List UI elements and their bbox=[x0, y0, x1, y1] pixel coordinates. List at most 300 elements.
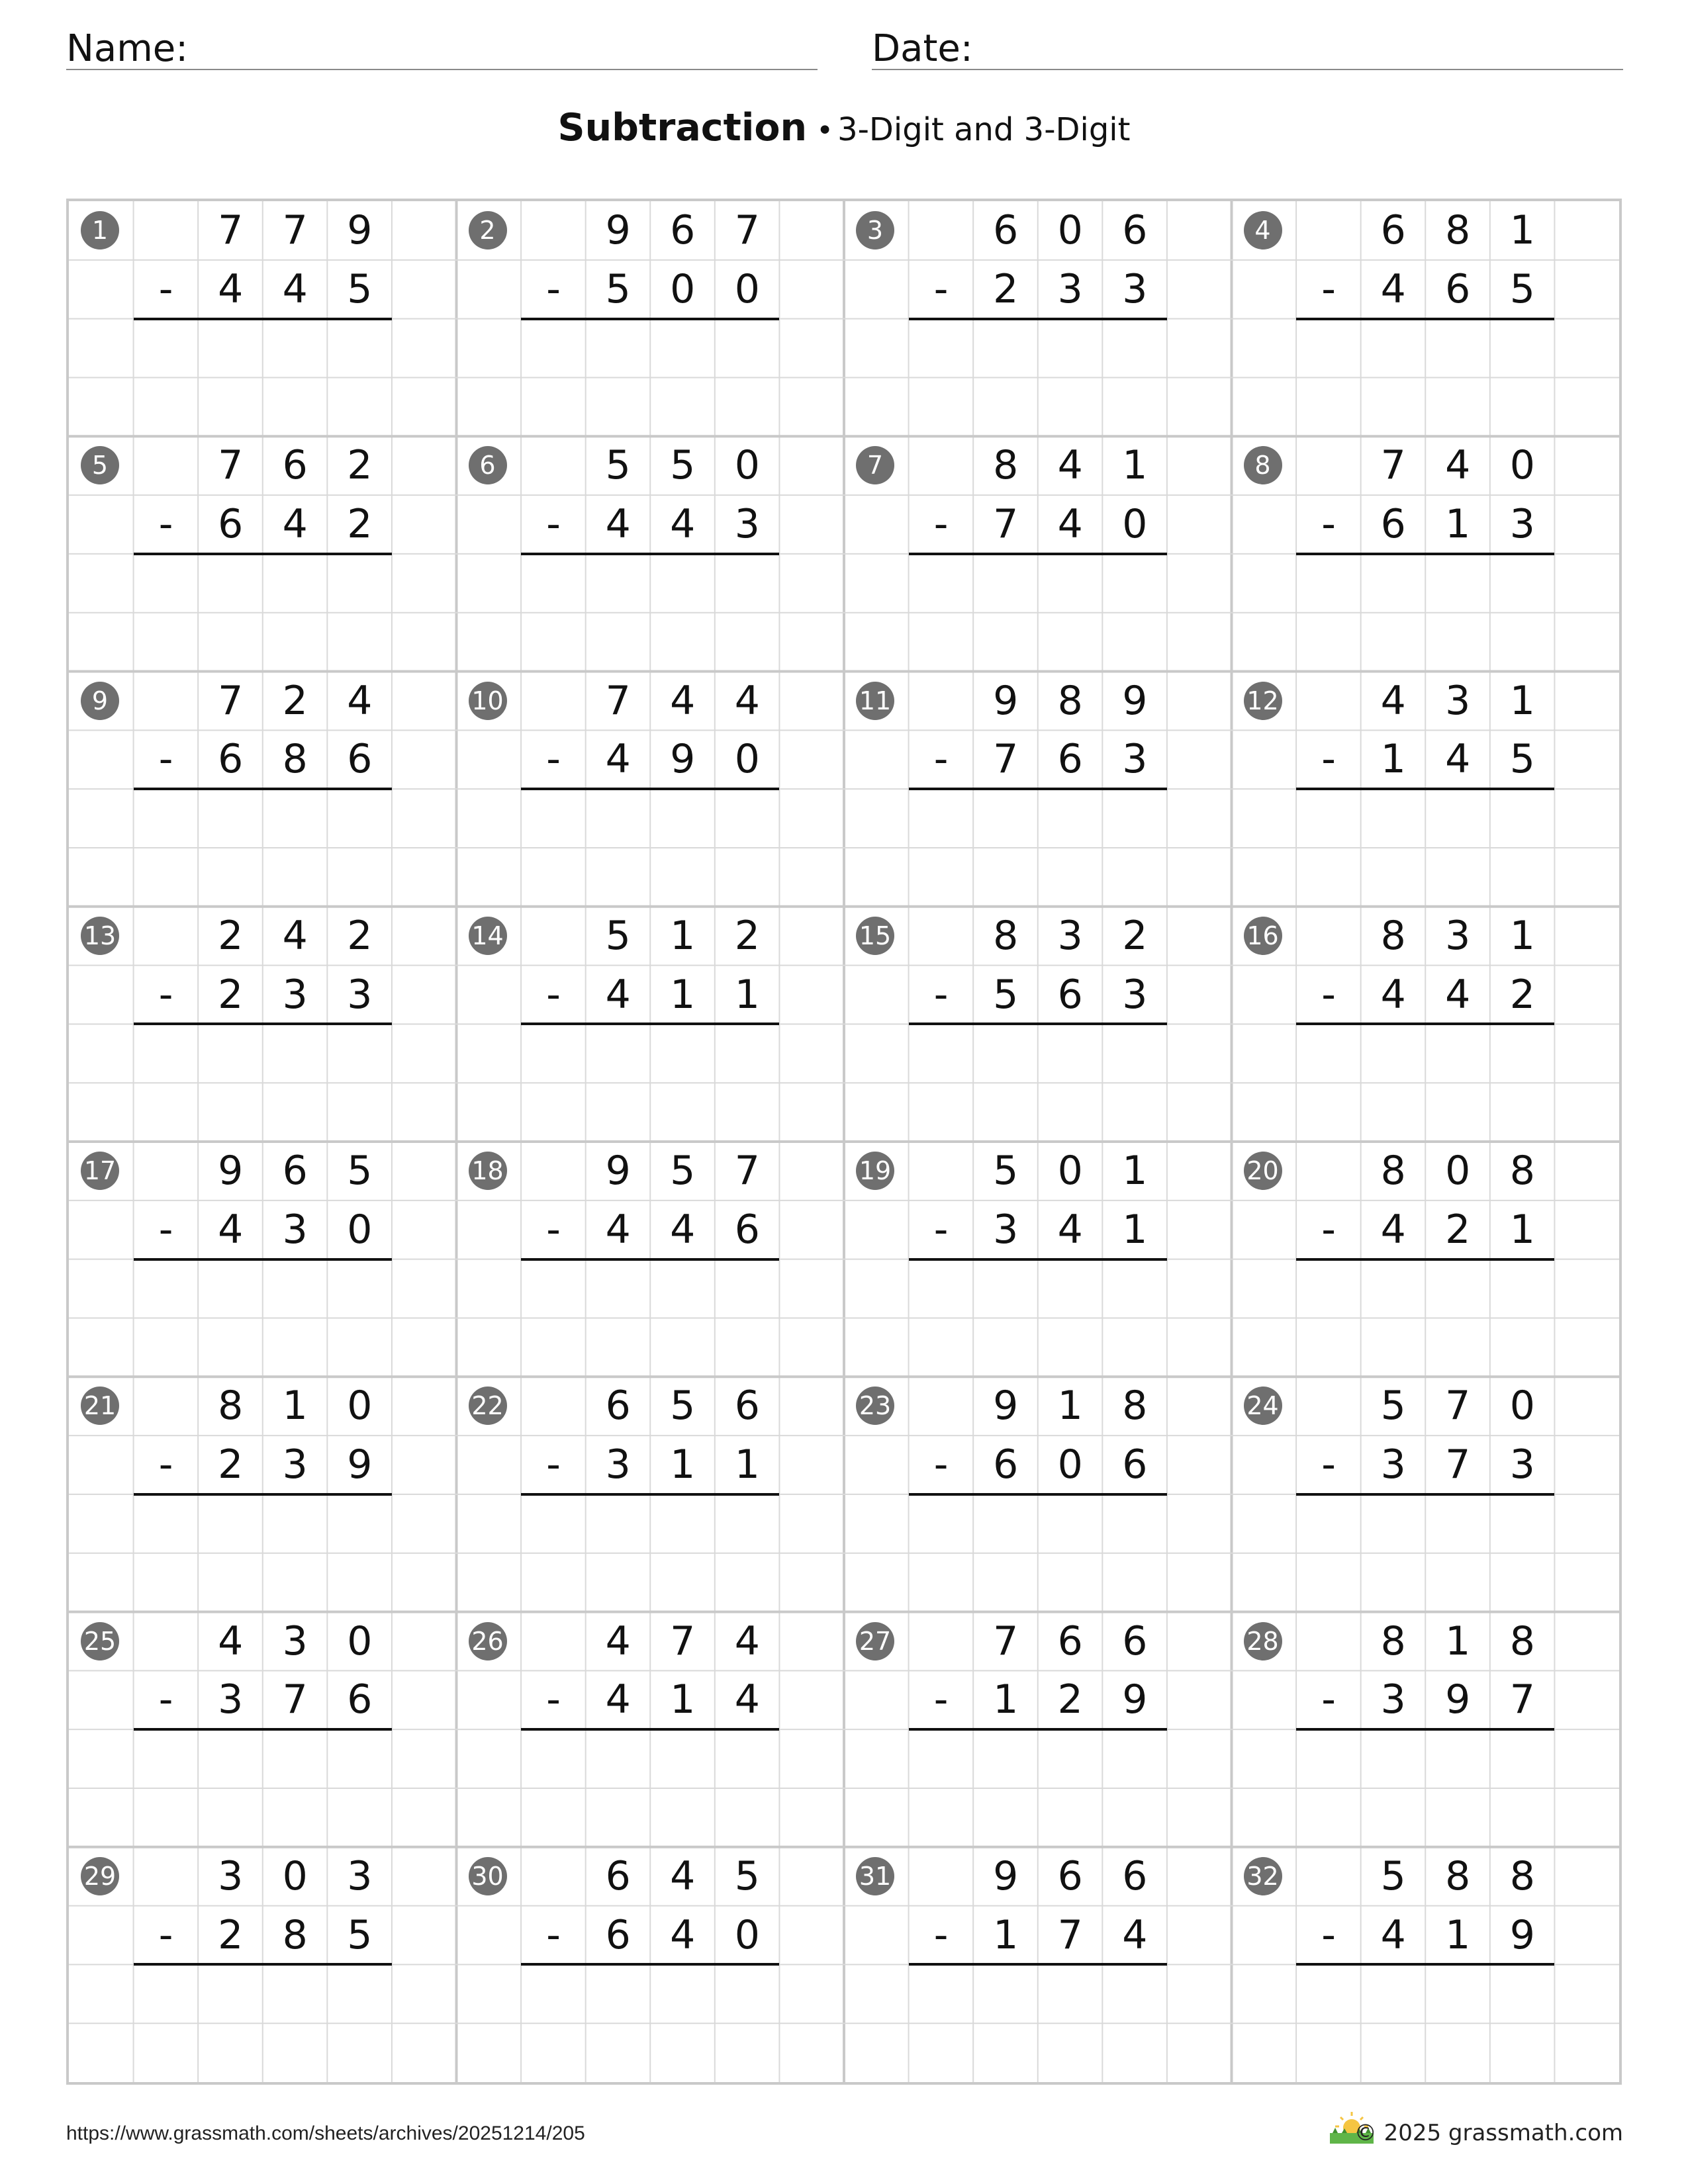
problem-27 bbox=[844, 1612, 1233, 1848]
minus-sign: - bbox=[933, 971, 949, 1018]
subtrahend-digit: 2 bbox=[993, 265, 1019, 312]
minuend-digit: 6 bbox=[605, 1383, 631, 1430]
minus-sign: - bbox=[158, 265, 173, 312]
problem-number-badge: 17 bbox=[81, 1152, 119, 1190]
minuend-digit: 0 bbox=[1445, 1148, 1471, 1194]
subtrahend-digit: 3 bbox=[282, 1206, 308, 1253]
subtrahend-digit: 4 bbox=[1057, 501, 1083, 548]
subtrahend-digit: 3 bbox=[218, 1676, 244, 1723]
minus-sign: - bbox=[546, 501, 561, 548]
minus-sign: - bbox=[1321, 736, 1336, 783]
subtrahend-digit: 3 bbox=[1380, 1441, 1406, 1488]
minuend-digit: 6 bbox=[1057, 1617, 1083, 1664]
minuend-digit: 2 bbox=[218, 912, 244, 959]
minuend-digit: 8 bbox=[1445, 1852, 1471, 1899]
minuend-digit: 3 bbox=[282, 1617, 308, 1664]
answer-area[interactable] bbox=[1296, 789, 1554, 907]
problem-14 bbox=[457, 907, 846, 1142]
subtrahend-digit: 5 bbox=[1509, 265, 1535, 312]
minuend-digit: 3 bbox=[1445, 677, 1471, 724]
minus-sign: - bbox=[546, 1676, 561, 1723]
minuend-digit: 5 bbox=[734, 1852, 760, 1899]
minuend-digit: 5 bbox=[670, 442, 696, 489]
minus-sign: - bbox=[158, 971, 173, 1018]
subtrahend-digit: 1 bbox=[993, 1676, 1019, 1723]
minuend-digit: 0 bbox=[734, 442, 760, 489]
minuend-digit: 4 bbox=[734, 1617, 760, 1664]
minuend-digit: 1 bbox=[1122, 442, 1148, 489]
problem-23 bbox=[844, 1377, 1233, 1612]
subtrahend-digit: 0 bbox=[734, 265, 760, 312]
problem-number-badge: 18 bbox=[469, 1152, 507, 1190]
problem-19 bbox=[844, 1142, 1233, 1377]
date-label: Date: bbox=[872, 27, 973, 70]
subtrahend-digit: 0 bbox=[734, 736, 760, 783]
minuend-digit: 8 bbox=[993, 912, 1019, 959]
minus-sign: - bbox=[546, 1911, 561, 1958]
answer-area[interactable] bbox=[134, 1259, 392, 1377]
answer-area[interactable] bbox=[134, 789, 392, 907]
answer-area[interactable] bbox=[134, 1024, 392, 1142]
subtrahend-digit: 3 bbox=[734, 501, 760, 548]
minus-sign: - bbox=[933, 501, 949, 548]
problem-26 bbox=[457, 1612, 846, 1848]
minuend-digit: 1 bbox=[1057, 1383, 1083, 1430]
subtrahend-digit: 9 bbox=[1122, 1676, 1148, 1723]
subtrahend-digit: 0 bbox=[734, 1911, 760, 1958]
subtrahend-digit: 6 bbox=[218, 736, 244, 783]
minuend-digit: 5 bbox=[605, 912, 631, 959]
answer-area[interactable] bbox=[1296, 1024, 1554, 1142]
answer-area[interactable] bbox=[1296, 554, 1554, 672]
subtrahend-digit: 1 bbox=[670, 1441, 696, 1488]
minus-sign: - bbox=[933, 736, 949, 783]
minuend-digit: 7 bbox=[218, 677, 244, 724]
subtrahend-digit: 4 bbox=[1380, 1911, 1406, 1958]
problem-number-badge: 2 bbox=[469, 211, 507, 250]
problem-number-badge: 8 bbox=[1244, 446, 1282, 484]
minuend-digit: 5 bbox=[993, 1148, 1019, 1194]
minuend-digit: 3 bbox=[218, 1852, 244, 1899]
answer-area[interactable] bbox=[134, 1729, 392, 1847]
minuend-digit: 2 bbox=[734, 912, 760, 959]
answer-area[interactable] bbox=[521, 1259, 779, 1377]
subtrahend-digit: 4 bbox=[670, 1911, 696, 1958]
problem-12 bbox=[1232, 672, 1621, 907]
problem-number-badge: 6 bbox=[469, 446, 507, 484]
subtrahend-digit: 4 bbox=[1445, 971, 1471, 1018]
subtrahend-digit: 8 bbox=[282, 1911, 308, 1958]
subtrahend-digit: 4 bbox=[605, 736, 631, 783]
minuend-digit: 1 bbox=[1445, 1617, 1471, 1664]
problem-31 bbox=[844, 1847, 1233, 2083]
minus-sign: - bbox=[546, 971, 561, 1018]
subtrahend-digit: 6 bbox=[218, 501, 244, 548]
minuend-digit: 8 bbox=[1057, 677, 1083, 724]
minuend-digit: 9 bbox=[347, 207, 373, 253]
problem-16 bbox=[1232, 907, 1621, 1142]
subtrahend-digit: 5 bbox=[347, 265, 373, 312]
problem-11 bbox=[844, 672, 1233, 907]
problem-3 bbox=[844, 201, 1233, 437]
problem-9 bbox=[69, 672, 458, 907]
subtrahend-digit: 7 bbox=[282, 1676, 308, 1723]
minus-sign: - bbox=[546, 265, 561, 312]
minuend-digit: 5 bbox=[1380, 1383, 1406, 1430]
name-field[interactable] bbox=[66, 20, 818, 70]
problem-10 bbox=[457, 672, 846, 907]
name-label: Name: bbox=[66, 27, 189, 70]
minuend-digit: 0 bbox=[282, 1852, 308, 1899]
answer-area[interactable] bbox=[909, 789, 1167, 907]
minuend-digit: 8 bbox=[1380, 912, 1406, 959]
minuend-digit: 8 bbox=[1380, 1617, 1406, 1664]
problem-24 bbox=[1232, 1377, 1621, 1612]
footer-url[interactable]: https://www.grassmath.com/sheets/archives/20251214/205 bbox=[66, 2122, 585, 2144]
minuend-digit: 5 bbox=[670, 1383, 696, 1430]
answer-area[interactable] bbox=[1296, 1259, 1554, 1377]
problem-4 bbox=[1232, 201, 1621, 437]
minuend-digit: 4 bbox=[347, 677, 373, 724]
subtrahend-digit: 4 bbox=[1122, 1911, 1148, 1958]
answer-area[interactable] bbox=[909, 1494, 1167, 1612]
minus-sign: - bbox=[158, 1206, 173, 1253]
subtrahend-digit: 6 bbox=[1380, 501, 1406, 548]
minuend-digit: 4 bbox=[282, 912, 308, 959]
problem-number-badge: 20 bbox=[1244, 1152, 1282, 1190]
problem-number-badge: 23 bbox=[856, 1387, 894, 1425]
minuend-digit: 6 bbox=[670, 207, 696, 253]
minuend-digit: 0 bbox=[347, 1617, 373, 1664]
minuend-digit: 5 bbox=[670, 1148, 696, 1194]
subtrahend-digit: 4 bbox=[670, 1206, 696, 1253]
minuend-digit: 0 bbox=[1509, 1383, 1535, 1430]
minus-sign: - bbox=[158, 1676, 173, 1723]
problem-number-badge: 12 bbox=[1244, 682, 1282, 720]
subtrahend-digit: 5 bbox=[605, 265, 631, 312]
problem-number-badge: 1 bbox=[81, 211, 119, 250]
problem-number-badge: 28 bbox=[1244, 1622, 1282, 1661]
minuend-digit: 0 bbox=[1057, 1148, 1083, 1194]
minuend-digit: 3 bbox=[347, 1852, 373, 1899]
minuend-digit: 7 bbox=[218, 442, 244, 489]
problem-number-badge: 16 bbox=[1244, 917, 1282, 955]
answer-area[interactable] bbox=[521, 1494, 779, 1612]
minus-sign: - bbox=[158, 736, 173, 783]
answer-area[interactable] bbox=[909, 554, 1167, 672]
subtrahend-digit: 4 bbox=[605, 971, 631, 1018]
minuend-digit: 5 bbox=[1380, 1852, 1406, 1899]
subtrahend-digit: 3 bbox=[1122, 265, 1148, 312]
subtrahend-digit: 9 bbox=[1509, 1911, 1535, 1958]
problem-number-badge: 3 bbox=[856, 211, 894, 250]
minuend-digit: 1 bbox=[1509, 207, 1535, 253]
minus-sign: - bbox=[933, 265, 949, 312]
problem-number-badge: 25 bbox=[81, 1622, 119, 1661]
subtrahend-digit: 3 bbox=[993, 1206, 1019, 1253]
subtrahend-digit: 4 bbox=[1380, 971, 1406, 1018]
subtrahend-digit: 6 bbox=[1445, 265, 1471, 312]
subtrahend-digit: 5 bbox=[347, 1911, 373, 1958]
problem-number-badge: 13 bbox=[81, 917, 119, 955]
minuend-digit: 8 bbox=[1509, 1148, 1535, 1194]
minus-sign: - bbox=[1321, 1206, 1336, 1253]
minus-sign: - bbox=[933, 1206, 949, 1253]
minuend-digit: 8 bbox=[218, 1383, 244, 1430]
problem-30 bbox=[457, 1847, 846, 2083]
answer-area[interactable] bbox=[134, 1494, 392, 1612]
minuend-digit: 3 bbox=[1445, 912, 1471, 959]
minuend-digit: 1 bbox=[1509, 912, 1535, 959]
minuend-digit: 1 bbox=[670, 912, 696, 959]
minuend-digit: 1 bbox=[282, 1383, 308, 1430]
subtrahend-digit: 3 bbox=[347, 971, 373, 1018]
answer-area[interactable] bbox=[909, 1259, 1167, 1377]
subtrahend-digit: 3 bbox=[1509, 501, 1535, 548]
minuend-digit: 7 bbox=[670, 1617, 696, 1664]
problem-17 bbox=[69, 1142, 458, 1377]
problem-number-badge: 4 bbox=[1244, 211, 1282, 250]
problem-22 bbox=[457, 1377, 846, 1612]
subtrahend-digit: 1 bbox=[1445, 1911, 1471, 1958]
problem-number-badge: 9 bbox=[81, 682, 119, 720]
minuend-digit: 7 bbox=[1380, 442, 1406, 489]
minuend-digit: 5 bbox=[347, 1148, 373, 1194]
subtrahend-digit: 1 bbox=[670, 971, 696, 1018]
minus-sign: - bbox=[546, 1441, 561, 1488]
subtrahend-digit: 9 bbox=[347, 1441, 373, 1488]
minus-sign: - bbox=[1321, 265, 1336, 312]
subtrahend-digit: 1 bbox=[670, 1676, 696, 1723]
subtrahend-digit: 1 bbox=[1445, 501, 1471, 548]
subtrahend-digit: 5 bbox=[993, 971, 1019, 1018]
minus-sign: - bbox=[1321, 1911, 1336, 1958]
subtrahend-digit: 2 bbox=[1057, 1676, 1083, 1723]
answer-area[interactable] bbox=[909, 1964, 1167, 2082]
subtrahend-digit: 2 bbox=[347, 501, 373, 548]
answer-area[interactable] bbox=[521, 554, 779, 672]
problem-5 bbox=[69, 436, 458, 672]
minuend-digit: 8 bbox=[1380, 1148, 1406, 1194]
problem-number-badge: 22 bbox=[469, 1387, 507, 1425]
answer-area[interactable] bbox=[134, 1964, 392, 2082]
problem-number-badge: 30 bbox=[469, 1857, 507, 1895]
minus-sign: - bbox=[546, 736, 561, 783]
subtrahend-digit: 3 bbox=[282, 1441, 308, 1488]
subtrahend-digit: 0 bbox=[1057, 1441, 1083, 1488]
subtrahend-digit: 3 bbox=[1380, 1676, 1406, 1723]
minus-sign: - bbox=[1321, 501, 1336, 548]
problem-number-badge: 5 bbox=[81, 446, 119, 484]
minuend-digit: 9 bbox=[993, 1383, 1019, 1430]
problem-7 bbox=[844, 436, 1233, 672]
subtrahend-digit: 6 bbox=[1122, 1441, 1148, 1488]
minuend-digit: 0 bbox=[347, 1383, 373, 1430]
minus-sign: - bbox=[933, 1676, 949, 1723]
answer-area[interactable] bbox=[909, 319, 1167, 437]
subtrahend-digit: 4 bbox=[282, 265, 308, 312]
answer-area[interactable] bbox=[134, 554, 392, 672]
minuend-digit: 9 bbox=[218, 1148, 244, 1194]
minuend-digit: 4 bbox=[218, 1617, 244, 1664]
subtrahend-digit: 7 bbox=[1509, 1676, 1535, 1723]
subtrahend-digit: 4 bbox=[1380, 265, 1406, 312]
subtrahend-digit: 7 bbox=[993, 501, 1019, 548]
title-main: Subtraction bbox=[557, 106, 808, 150]
subtrahend-digit: 4 bbox=[670, 501, 696, 548]
problem-20 bbox=[1232, 1142, 1621, 1377]
subtrahend-digit: 1 bbox=[734, 971, 760, 1018]
minuend-digit: 4 bbox=[1380, 677, 1406, 724]
problem-8 bbox=[1232, 436, 1621, 672]
subtrahend-digit: 4 bbox=[1380, 1206, 1406, 1253]
minuend-digit: 7 bbox=[218, 207, 244, 253]
minuend-digit: 7 bbox=[1445, 1383, 1471, 1430]
minuend-digit: 0 bbox=[1057, 207, 1083, 253]
minus-sign: - bbox=[933, 1441, 949, 1488]
subtrahend-digit: 1 bbox=[993, 1911, 1019, 1958]
minuend-digit: 3 bbox=[1057, 912, 1083, 959]
problem-32 bbox=[1232, 1847, 1621, 2083]
minuend-digit: 6 bbox=[1057, 1852, 1083, 1899]
subtrahend-digit: 3 bbox=[1122, 736, 1148, 783]
minuend-digit: 6 bbox=[734, 1383, 760, 1430]
minuend-digit: 6 bbox=[605, 1852, 631, 1899]
problem-number-badge: 7 bbox=[856, 446, 894, 484]
minuend-digit: 6 bbox=[1380, 207, 1406, 253]
problem-15 bbox=[844, 907, 1233, 1142]
subtrahend-digit: 2 bbox=[218, 971, 244, 1018]
minuend-digit: 8 bbox=[1445, 207, 1471, 253]
minuend-digit: 9 bbox=[605, 1148, 631, 1194]
problem-13 bbox=[69, 907, 458, 1142]
minus-sign: - bbox=[546, 1206, 561, 1253]
date-field[interactable] bbox=[872, 20, 1623, 70]
minuend-digit: 6 bbox=[282, 442, 308, 489]
problem-number-badge: 24 bbox=[1244, 1387, 1282, 1425]
problem-21 bbox=[69, 1377, 458, 1612]
minuend-digit: 4 bbox=[1445, 442, 1471, 489]
title-subtitle: 3-Digit and 3-Digit bbox=[837, 111, 1131, 148]
subtrahend-digit: 9 bbox=[1445, 1676, 1471, 1723]
subtrahend-digit: 4 bbox=[1445, 736, 1471, 783]
minuend-digit: 5 bbox=[605, 442, 631, 489]
answer-area[interactable] bbox=[1296, 1494, 1554, 1612]
problem-number-badge: 29 bbox=[81, 1857, 119, 1895]
problem-6 bbox=[457, 436, 846, 672]
minuend-digit: 7 bbox=[282, 207, 308, 253]
subtrahend-digit: 4 bbox=[605, 501, 631, 548]
subtrahend-digit: 7 bbox=[1057, 1911, 1083, 1958]
subtrahend-digit: 4 bbox=[734, 1676, 760, 1723]
minus-sign: - bbox=[1321, 1676, 1336, 1723]
problem-grid bbox=[66, 199, 1622, 2085]
minuend-digit: 2 bbox=[1122, 912, 1148, 959]
problem-number-badge: 11 bbox=[856, 682, 894, 720]
subtrahend-digit: 1 bbox=[1380, 736, 1406, 783]
minuend-digit: 4 bbox=[605, 1617, 631, 1664]
minuend-digit: 6 bbox=[993, 207, 1019, 253]
subtrahend-digit: 4 bbox=[218, 1206, 244, 1253]
subtrahend-digit: 4 bbox=[1057, 1206, 1083, 1253]
minuend-digit: 4 bbox=[734, 677, 760, 724]
minuend-digit: 4 bbox=[1057, 442, 1083, 489]
minuend-digit: 9 bbox=[993, 1852, 1019, 1899]
problem-1 bbox=[69, 201, 458, 437]
worksheet-title bbox=[0, 106, 1688, 150]
subtrahend-digit: 9 bbox=[670, 736, 696, 783]
answer-area[interactable] bbox=[909, 1024, 1167, 1142]
answer-area[interactable] bbox=[134, 319, 392, 437]
minuend-digit: 4 bbox=[670, 677, 696, 724]
subtrahend-digit: 4 bbox=[218, 265, 244, 312]
answer-area[interactable] bbox=[1296, 319, 1554, 437]
minuend-digit: 8 bbox=[1509, 1852, 1535, 1899]
minus-sign: - bbox=[158, 501, 173, 548]
minuend-digit: 8 bbox=[1122, 1383, 1148, 1430]
minuend-digit: 7 bbox=[734, 207, 760, 253]
minus-sign: - bbox=[158, 1441, 173, 1488]
subtrahend-digit: 1 bbox=[1122, 1206, 1148, 1253]
subtrahend-digit: 2 bbox=[1445, 1206, 1471, 1253]
minus-sign: - bbox=[158, 1911, 173, 1958]
subtrahend-digit: 3 bbox=[1509, 1441, 1535, 1488]
subtrahend-digit: 3 bbox=[605, 1441, 631, 1488]
subtrahend-digit: 0 bbox=[347, 1206, 373, 1253]
answer-area[interactable] bbox=[521, 789, 779, 907]
answer-area[interactable] bbox=[521, 319, 779, 437]
minus-sign: - bbox=[933, 1911, 949, 1958]
subtrahend-digit: 3 bbox=[1122, 971, 1148, 1018]
answer-area[interactable] bbox=[1296, 1729, 1554, 1847]
problem-number-badge: 26 bbox=[469, 1622, 507, 1661]
minus-sign: - bbox=[1321, 971, 1336, 1018]
subtrahend-digit: 6 bbox=[605, 1911, 631, 1958]
answer-area[interactable] bbox=[521, 1729, 779, 1847]
problem-29 bbox=[69, 1847, 458, 2083]
problem-number-badge: 15 bbox=[856, 917, 894, 955]
problem-number-badge: 19 bbox=[856, 1152, 894, 1190]
minuend-digit: 8 bbox=[1509, 1617, 1535, 1664]
subtrahend-digit: 6 bbox=[1057, 736, 1083, 783]
subtrahend-digit: 6 bbox=[1057, 971, 1083, 1018]
footer-copyright: © 2025 grassmath.com bbox=[1354, 2120, 1623, 2146]
subtrahend-digit: 3 bbox=[1057, 265, 1083, 312]
minuend-digit: 6 bbox=[1122, 207, 1148, 253]
subtrahend-digit: 8 bbox=[282, 736, 308, 783]
problem-28 bbox=[1232, 1612, 1621, 1848]
minuend-digit: 6 bbox=[1122, 1852, 1148, 1899]
subtrahend-digit: 6 bbox=[993, 1441, 1019, 1488]
minuend-digit: 9 bbox=[1122, 677, 1148, 724]
title-separator: • bbox=[816, 114, 834, 148]
problem-25 bbox=[69, 1612, 458, 1848]
subtrahend-digit: 2 bbox=[218, 1441, 244, 1488]
subtrahend-digit: 6 bbox=[347, 736, 373, 783]
minuend-digit: 9 bbox=[993, 677, 1019, 724]
answer-area[interactable] bbox=[521, 1964, 779, 2082]
answer-area[interactable] bbox=[521, 1024, 779, 1142]
minuend-digit: 6 bbox=[282, 1148, 308, 1194]
subtrahend-digit: 6 bbox=[347, 1676, 373, 1723]
answer-area[interactable] bbox=[909, 1729, 1167, 1847]
answer-area[interactable] bbox=[1296, 1964, 1554, 2082]
subtrahend-digit: 7 bbox=[993, 736, 1019, 783]
subtrahend-digit: 7 bbox=[1445, 1441, 1471, 1488]
subtrahend-digit: 4 bbox=[605, 1206, 631, 1253]
subtrahend-digit: 5 bbox=[1509, 736, 1535, 783]
subtrahend-digit: 2 bbox=[1509, 971, 1535, 1018]
